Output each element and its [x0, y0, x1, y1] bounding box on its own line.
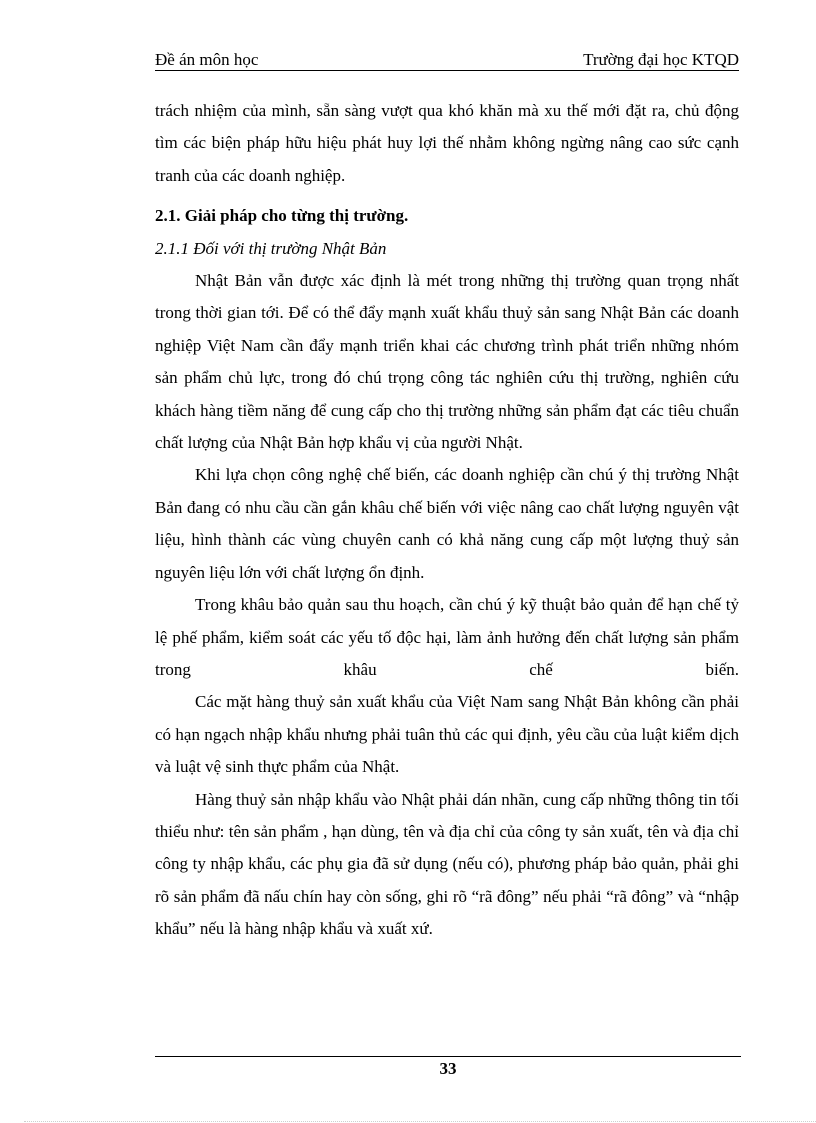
paragraph-post-harvest-preservation: Trong khâu bảo quản sau thu hoạch, cần chú ý kỹ thuật bảo quản để hạn chế tỷ lệ phế phẩm, kiểm soát các yếu tố độc hại, làm ảnh hưởng đến chất lượng sản phẩm trong khâu chế biến.: [155, 595, 739, 679]
footer-divider: [155, 1056, 741, 1057]
paragraph-processing-technology: Khi lựa chọn công nghệ chế biến, các doanh nghiệp cần chú ý thị trường Nhật Bản đang có nhu cầu cần gắn khâu chế biến với việc nâng cao chất lượng nguyên vật liệu, hình thành các vùng chuyên canh có khả năng cung cấp một lượng thuỷ sản nguyên liệu lớn với chất lượng ổn định.: [155, 465, 739, 582]
page-header: [155, 48, 739, 71]
subsection-heading: 2.1.1 Đối với thị trường Nhật Bản: [155, 238, 387, 258]
paragraph-continued: trách nhiệm của mình, sẵn sàng vượt qua khó khăn mà xu thế mới đặt ra, chủ động tìm các biện pháp hữu hiệu phát huy lợi thế nhằm không ngừng nâng cao sức cạnh tranh của các doanh nghiệp.: [155, 101, 739, 185]
paragraph-labeling-requirements: Hàng thuỷ sản nhập khẩu vào Nhật phải dán nhãn, cung cấp những thông tin tối thiểu như: tên sản phẩm , hạn dùng, tên và địa chỉ của công ty sản xuất, tên và địa chỉ công ty nhập khẩu, các phụ gia đã sử dụng (nếu có), phương pháp bảo quản, phải ghi rõ sản phẩm đã nấu chín hay còn sống, ghi rõ “rã đông” nếu phải “rã đông” và “nhập khẩu” nếu là hàng nhập khẩu và xuất xứ.: [155, 789, 739, 939]
header-course-title: Đề án môn học: [155, 50, 259, 69]
paragraph-import-quota: Các mặt hàng thuỷ sản xuất khẩu của Việt Nam sang Nhật Bản không cần phải có hạn ngạch nhập khẩu nhưng phải tuân thủ các qui định, yêu cầu của luật kiểm dịch và luật vệ sinh thực phẩm của Nhật.: [155, 692, 739, 777]
page-bottom-edge: [24, 1121, 816, 1122]
section-heading: 2.1. Giải pháp cho từng thị trường.: [155, 206, 409, 226]
paragraph-japan-market: Nhật Bản vẫn được xác định là mét trong những thị trường quan trọng nhất trong thời gian tới. Để có thể đẩy mạnh xuất khẩu thuỷ sản sang Nhật Bản các doanh nghiệp Việt Nam cần đẩy mạnh triển khai các chương trình phát triển những nhóm sản phẩm chủ lực, trong đó chú trọng công tác nghiên cứu thị trường, nghiên cứu khách hàng tiềm năng để cung cấp cho thị trường những sản phẩm đạt các tiêu chuẩn chất lượng của Nhật Bản hợp khẩu vị của người Nhật.: [155, 271, 739, 453]
header-university-name: Trường đại học KTQD: [583, 50, 739, 69]
document-body: [155, 95, 739, 946]
page-number: 33: [439, 1059, 457, 1078]
